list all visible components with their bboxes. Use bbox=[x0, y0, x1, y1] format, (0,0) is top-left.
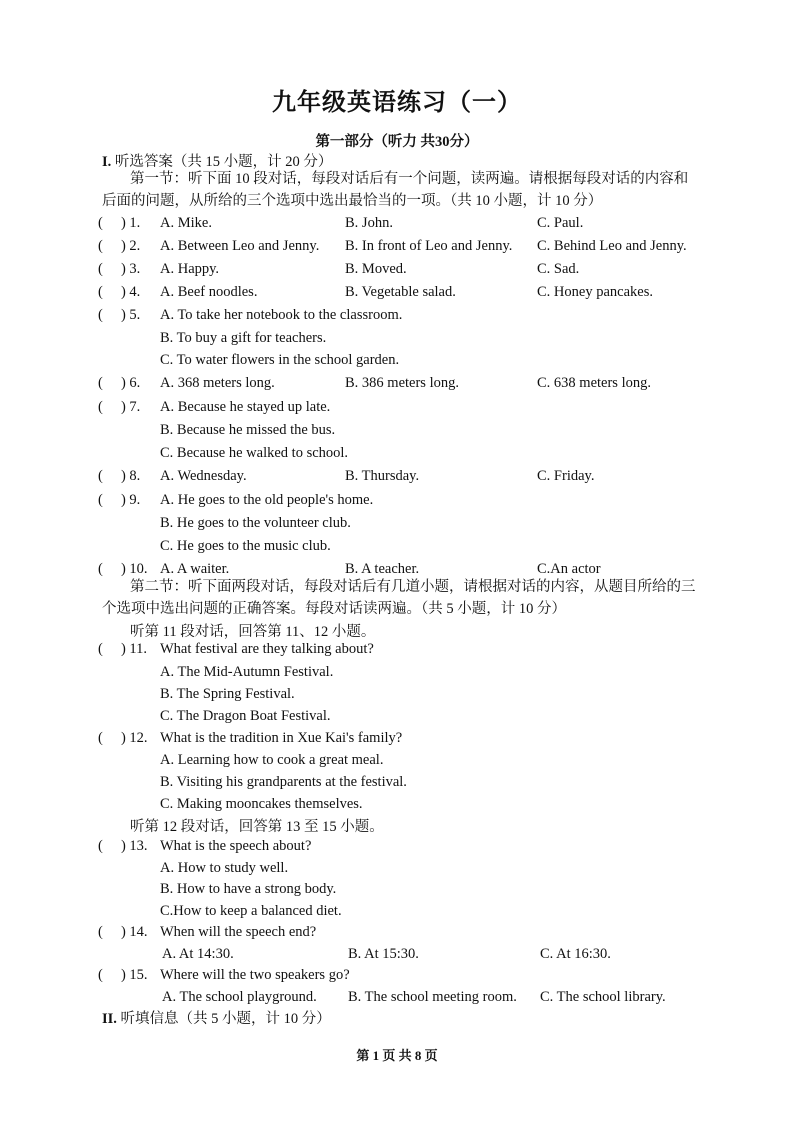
option-c: C. Honey pancakes. bbox=[537, 284, 653, 300]
section-title: 听选答案（共 15 小题，计 20 分） bbox=[114, 154, 333, 170]
section-ii-heading bbox=[102, 1007, 331, 1028]
option-b: B. He goes to the volunteer club. bbox=[160, 515, 351, 531]
option-a: A. At 14:30. bbox=[162, 946, 234, 962]
option-a: A. Because he stayed up late. bbox=[160, 399, 331, 415]
answer-bracket[interactable]: ( ) 6. bbox=[98, 375, 141, 391]
answer-bracket[interactable]: ( ) 8. bbox=[98, 468, 141, 484]
section-number: II. bbox=[102, 1011, 117, 1027]
option-c: C. At 16:30. bbox=[540, 946, 611, 962]
option-b: B. At 15:30. bbox=[348, 946, 419, 962]
page-footer: 第 1 页 共 8 页 bbox=[356, 1048, 438, 1063]
answer-bracket[interactable]: ( ) 13. bbox=[98, 838, 148, 854]
option-a: A. The Mid-Autumn Festival. bbox=[160, 664, 334, 680]
part-heading: 第一部分（听力 共30分） bbox=[315, 134, 479, 150]
option-b: B. 386 meters long. bbox=[345, 375, 459, 391]
option-a: A. The school playground. bbox=[162, 989, 317, 1005]
option-a: A. Between Leo and Jenny. bbox=[160, 238, 320, 254]
option-a: A. How to study well. bbox=[160, 860, 289, 876]
option-c: C. Paul. bbox=[537, 215, 584, 231]
option-a: A. Learning how to cook a great meal. bbox=[160, 752, 384, 768]
answer-bracket[interactable]: ( ) 3. bbox=[98, 261, 141, 277]
question-stem: What is the tradition in Xue Kai's family? bbox=[160, 730, 403, 746]
option-a: A. Happy. bbox=[160, 261, 220, 277]
option-c: C. Friday. bbox=[537, 468, 595, 484]
option-a: A. Beef noodles. bbox=[160, 284, 258, 300]
answer-bracket[interactable]: ( ) 11. bbox=[98, 641, 147, 657]
section-title: 听填信息（共 5 小题，计 10 分） bbox=[120, 1011, 331, 1027]
answer-bracket[interactable]: ( ) 2. bbox=[98, 238, 141, 254]
option-c: C. The Dragon Boat Festival. bbox=[160, 708, 331, 724]
option-c: C.An actor bbox=[537, 561, 601, 577]
question-stem: What is the speech about? bbox=[160, 838, 312, 854]
answer-bracket[interactable]: ( ) 5. bbox=[98, 307, 141, 323]
answer-bracket[interactable]: ( ) 10. bbox=[98, 561, 148, 577]
section-2-instructions: 第二节：听下面两段对话，每段对话后有几道小题，请根据对话的内容，从题目所给的三个选项中选出问题的正确答案。每段对话读两遍。（共 5 小题，计 10 分） bbox=[102, 579, 696, 617]
dialogue-12-note: 听第 12 段对话，回答第 13 至 15 小题。 bbox=[130, 819, 384, 835]
answer-bracket[interactable]: ( ) 15. bbox=[98, 967, 148, 983]
option-a: A. A waiter. bbox=[160, 561, 230, 577]
option-a: A. To take her notebook to the classroom. bbox=[160, 307, 403, 323]
option-c: C. Making mooncakes themselves. bbox=[160, 796, 363, 812]
option-c: C.How to keep a balanced diet. bbox=[160, 903, 342, 919]
option-c: C. Because he walked to school. bbox=[160, 445, 349, 461]
option-b: B. How to have a strong body. bbox=[160, 881, 337, 897]
option-b: B. Moved. bbox=[345, 261, 407, 277]
option-b: B. Visiting his grandparents at the festival. bbox=[160, 774, 407, 790]
option-b: B. The Spring Festival. bbox=[160, 686, 295, 702]
option-a: A. He goes to the old people's home. bbox=[160, 492, 374, 508]
option-a: A. Mike. bbox=[160, 215, 212, 231]
answer-bracket[interactable]: ( ) 1. bbox=[98, 215, 141, 231]
page-title: 九年级英语练习（一） bbox=[272, 90, 522, 116]
option-b: B. Vegetable salad. bbox=[345, 284, 456, 300]
section-number: I. bbox=[102, 154, 112, 170]
answer-bracket[interactable]: ( ) 7. bbox=[98, 399, 141, 415]
answer-bracket[interactable]: ( ) 14. bbox=[98, 924, 148, 940]
option-b: B. Because he missed the bus. bbox=[160, 422, 336, 438]
question-stem: Where will the two speakers go? bbox=[160, 967, 350, 983]
option-b: B. The school meeting room. bbox=[348, 989, 517, 1005]
answer-bracket[interactable]: ( ) 12. bbox=[98, 730, 148, 746]
option-c: C. He goes to the music club. bbox=[160, 538, 331, 554]
option-c: C. 638 meters long. bbox=[537, 375, 651, 391]
option-c: C. To water flowers in the school garden. bbox=[160, 352, 400, 368]
answer-bracket[interactable]: ( ) 4. bbox=[98, 284, 141, 300]
dialogue-11-note: 听第 11 段对话，回答第 11、12 小题。 bbox=[130, 624, 376, 640]
option-c: C. Behind Leo and Jenny. bbox=[537, 238, 687, 254]
question-stem: When will the speech end? bbox=[160, 924, 317, 940]
question-stem: What festival are they talking about? bbox=[160, 641, 374, 657]
option-b: B. In front of Leo and Jenny. bbox=[345, 238, 513, 254]
option-c: C. The school library. bbox=[540, 989, 666, 1005]
section-1-instructions: 第一节：听下面 10 段对话，每段对话后有一个问题，读两遍。请根据每段对话的内容和后面的问题，从所给的三个选项中选出最恰当的一项。（共 10 小题，计 10 分） bbox=[102, 171, 689, 209]
option-c: C. Sad. bbox=[537, 261, 580, 277]
option-b: B. To buy a gift for teachers. bbox=[160, 330, 327, 346]
option-b: B. John. bbox=[345, 215, 393, 231]
option-a: A. Wednesday. bbox=[160, 468, 247, 484]
option-b: B. A teacher. bbox=[345, 561, 420, 577]
answer-bracket[interactable]: ( ) 9. bbox=[98, 492, 141, 508]
option-a: A. 368 meters long. bbox=[160, 375, 275, 391]
option-b: B. Thursday. bbox=[345, 468, 420, 484]
